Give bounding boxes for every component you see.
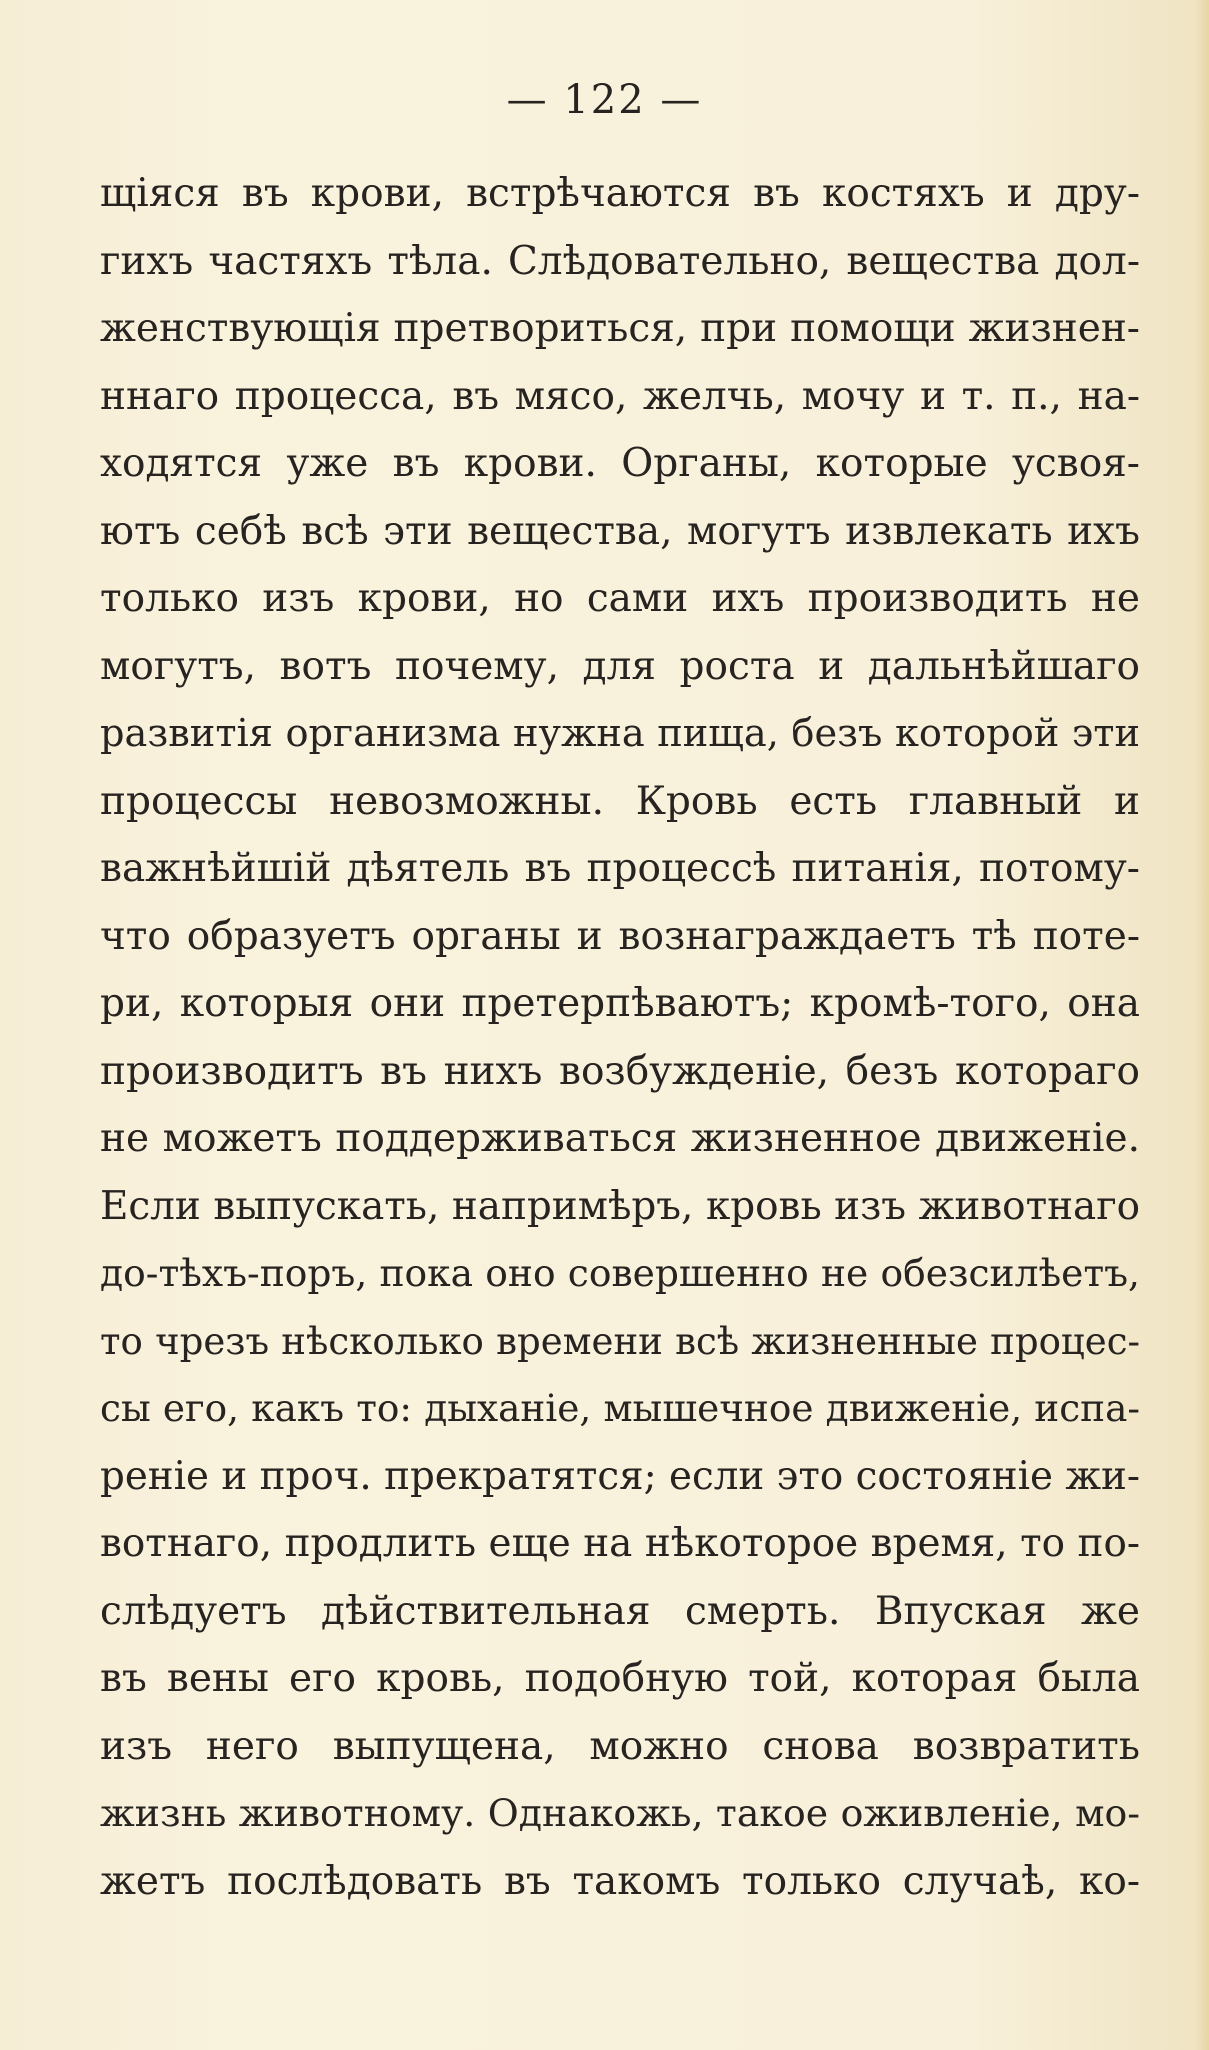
text-line: ходятся уже въ крови. Органы, которые усвоя- bbox=[100, 441, 1140, 486]
text-line: не можетъ поддерживаться жизненное движеніе. bbox=[100, 1116, 1140, 1161]
text-line: жетъ послѣдовать въ такомъ только случаѣ, ко- bbox=[100, 1858, 1140, 1904]
text-line: до-тѣхъ-поръ, пока оно совершенно не обезсилѣетъ, bbox=[100, 1251, 1140, 1295]
text-line: ри, которыя они претерпѣваютъ; кромѣ-того, она bbox=[100, 981, 1140, 1026]
text-line: женствующія претвориться, при помощи жизнен- bbox=[100, 306, 1140, 351]
text-line: важнѣйшій дѣятель въ процессѣ питанія, потому- bbox=[100, 846, 1140, 891]
text-line: сы его, какъ то: дыханіе, мышечное движеніе, испа- bbox=[100, 1386, 1140, 1430]
text-line: производитъ въ нихъ возбужденіе, безъ котораго bbox=[100, 1048, 1140, 1094]
text-line: то чрезъ нѣсколько времени всѣ жизненные процес- bbox=[100, 1319, 1140, 1363]
text-line: ннаго процесса, въ мясо, желчь, мочу и т. п., на- bbox=[100, 373, 1140, 419]
text-line: ютъ себѣ всѣ эти вещества, могутъ извлекать ихъ bbox=[100, 508, 1140, 554]
text-line: изъ него выпущена, можно снова возвратить bbox=[100, 1723, 1140, 1769]
page-number: — 122 — bbox=[506, 77, 703, 123]
text-line: что образуетъ органы и вознаграждаетъ тѣ поте- bbox=[100, 913, 1140, 959]
body-text bbox=[100, 160, 1140, 1915]
text-line: могутъ, вотъ почему, для роста и дальнѣйшаго bbox=[100, 643, 1140, 689]
text-line: въ вены его кровь, подобную той, которая была bbox=[100, 1656, 1140, 1701]
text-line: только изъ крови, но сами ихъ производить не bbox=[100, 576, 1140, 621]
text-line: реніе и проч. прекратятся; если это состояніе жи- bbox=[100, 1453, 1140, 1499]
text-line: гихъ частяхъ тѣла. Слѣдовательно, вещества дол- bbox=[100, 238, 1140, 284]
text-line: Если выпускать, напримѣръ, кровь изъ животнаго bbox=[100, 1183, 1140, 1229]
text-line: жизнь животному. Однакожь, такое оживленіе, мо- bbox=[100, 1791, 1140, 1835]
page-edge bbox=[1195, 0, 1209, 2050]
text-line: слѣдуетъ дѣйствительная смерть. Впуская же bbox=[100, 1588, 1140, 1634]
text-line: процессы невозможны. Кровь есть главный и bbox=[100, 778, 1140, 824]
text-line: развитія организма нужна пища, безъ которой эти bbox=[100, 711, 1140, 756]
text-line: щіяся въ крови, встрѣчаются въ костяхъ и дру- bbox=[100, 171, 1140, 216]
text-line: вотнаго, продлить еще на нѣкоторое время, то по- bbox=[100, 1521, 1140, 1566]
